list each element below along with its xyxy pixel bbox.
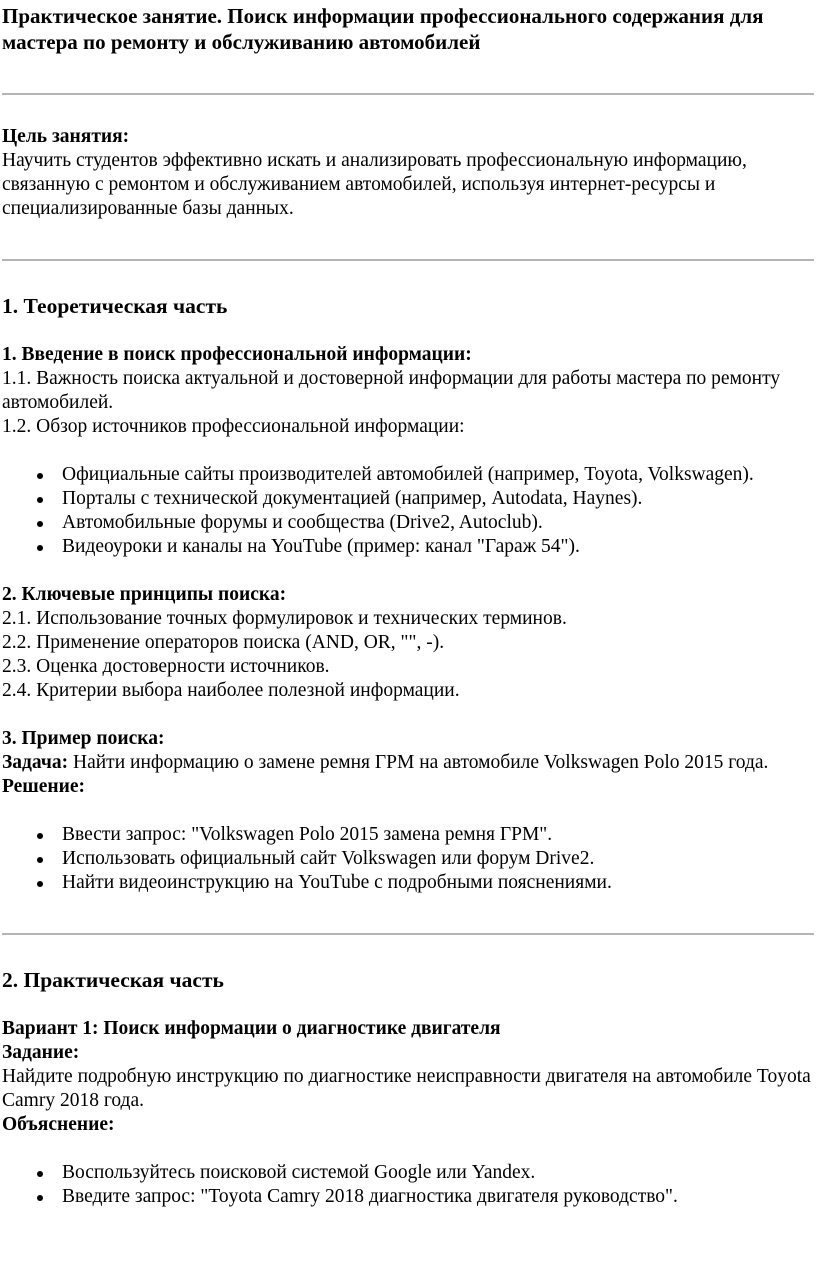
variant-heading: Вариант 1: Поиск информации о диагностике двигателя	[2, 1018, 501, 1039]
section-heading: 2. Практическая часть	[2, 968, 224, 992]
goal-section	[2, 125, 814, 221]
explanation-label: Объяснение:	[2, 1114, 115, 1135]
subsection-heading: 3. Пример поиска:	[2, 728, 165, 749]
paragraph: 2.2. Применение операторов поиска (AND, OR, "", -).	[2, 632, 445, 653]
section-heading: 1. Теоретическая часть	[2, 294, 228, 318]
subsection-heading: 1. Введение в поиск профессиональной информации:	[2, 344, 472, 365]
list-item: Автомобильные форумы и сообщества (Drive2, Autoclub).	[62, 511, 814, 535]
list-item: Видеоуроки и каналы на YouTube (пример: канал "Гараж 54").	[62, 535, 814, 559]
list-item: Использовать официальный сайт Volkswagen или форум Drive2.	[62, 847, 814, 871]
goal-heading: Цель занятия:	[2, 126, 130, 147]
list-item: Ввести запрос: "Volkswagen Polo 2015 замена ремня ГРМ".	[62, 823, 814, 847]
subsection-heading: 2. Ключевые принципы поиска:	[2, 584, 287, 605]
paragraph: 1.2. Обзор источников профессиональной информации:	[2, 416, 465, 437]
practice-section	[2, 967, 814, 1209]
paragraph: 1.1. Важность поиска актуальной и достоверной информации для работы мастера по ремонту автомобилей.	[2, 368, 781, 413]
task-text: Найдите подробную инструкцию по диагностике неисправности двигателя на автомобиле Toyota Camry 2018 года.	[2, 1066, 811, 1111]
theory-section	[2, 293, 814, 895]
list-item: Введите запрос: "Toyota Camry 2018 диагностика двигателя руководство".	[62, 1185, 814, 1209]
divider	[2, 259, 814, 261]
paragraph: 2.3. Оценка достоверности источников.	[2, 656, 330, 677]
task-paragraph	[2, 751, 814, 775]
divider	[2, 933, 814, 935]
document-page	[0, 3, 814, 1209]
divider	[2, 93, 814, 95]
list-item: Официальные сайты производителей автомобилей (например, Toyota, Volkswagen).	[62, 463, 814, 487]
list-item: Порталы с технической документацией (например, Autodata, Haynes).	[62, 487, 814, 511]
paragraph: 2.1. Использование точных формулировок и технических терминов.	[2, 608, 567, 629]
list-item: Воспользуйтесь поисковой системой Google или Yandex.	[62, 1161, 814, 1185]
task-text: Найти информацию о замене ремня ГРМ на автомобиле Volkswagen Polo 2015 года.	[68, 752, 769, 773]
page-title: Практическое занятие. Поиск информации профессионального содержания для мастера по ремонту и обслуживанию автомобилей	[2, 4, 764, 54]
goal-text: Научить студентов эффективно искать и анализировать профессиональную информацию, связанную с ремонтом и обслуживанием автомобилей, используя интернет-ресурсы и специализированные базы данных.	[2, 150, 747, 219]
task-label: Задача:	[2, 752, 69, 773]
explanation-list	[2, 1161, 814, 1209]
list-item: Найти видеоинструкцию на YouTube с подробными пояснениями.	[62, 871, 814, 895]
sources-list	[2, 463, 814, 559]
task-label: Задание:	[2, 1042, 80, 1063]
solution-list	[2, 823, 814, 895]
solution-label: Решение:	[2, 776, 86, 797]
paragraph: 2.4. Критерии выбора наиболее полезной информации.	[2, 680, 460, 701]
